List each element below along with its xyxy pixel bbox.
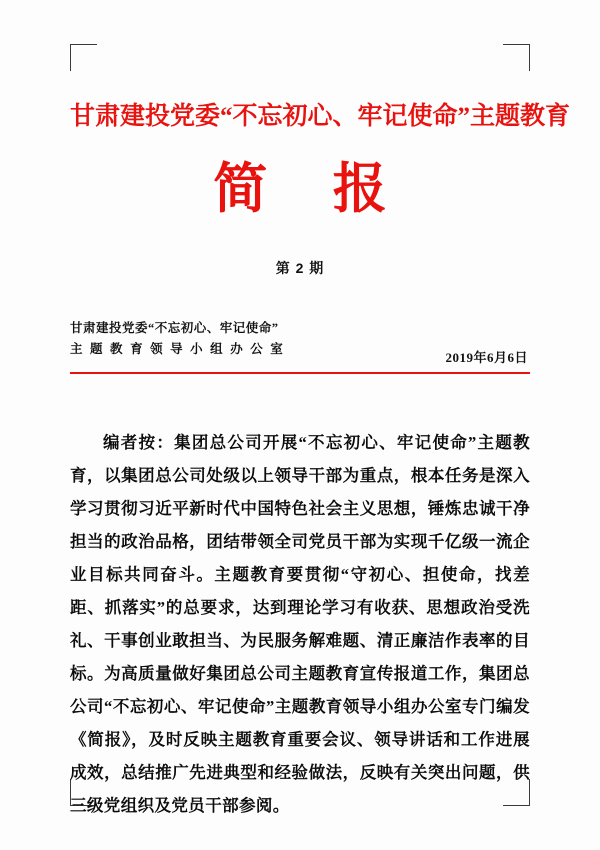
document-content [70, 44, 571, 816]
issuing-office-line-2: 主 题 教 育 领 导 小 组 办 公 室 [70, 342, 285, 357]
editor-note-body: 编者按：集团总公司开展“不忘初心、牢记使命”主题教育，以集团总公司处级以上领导干部为重点，根本任务是深入学习贯彻习近平新时代中国特色社会主义思想，锤炼忠诚干净担当的政治品格，团结带领全司党员干部为实现千亿级一流企业目标共同奋斗。主题教育要贯彻“守初心、担使命，找差距、抓落实”的总要求，达到理论学习有收获、思想政治受洗礼、干事创业敢担当、为民服务解难题、清正廉洁作表率的目标。为高质量做好集团总公司主题教育宣传报道工作，集团总公司“不忘初心、牢记使命”主题教育领导小组办公室专门编发《简报》，及时反映主题教育重要会议、领导讲话和工作进展成效，总结推广先进典型和经验做法，反映有关突出问题，供三级党组织及党员干部参阅。 [70, 433, 530, 816]
issue-number: 第 2 期 [275, 260, 325, 277]
red-divider-rule [70, 372, 530, 374]
document-subtitle: 简 报 [213, 159, 413, 219]
issuing-office-line-1: 甘肃建投党委“不忘初心、牢记使命” [70, 321, 279, 336]
publish-date: 2019年6月6日 [445, 350, 528, 366]
document-title: 甘肃建投党委“不忘初心、牢记使命”主题教育 [70, 103, 571, 130]
masthead-meta [70, 318, 530, 366]
